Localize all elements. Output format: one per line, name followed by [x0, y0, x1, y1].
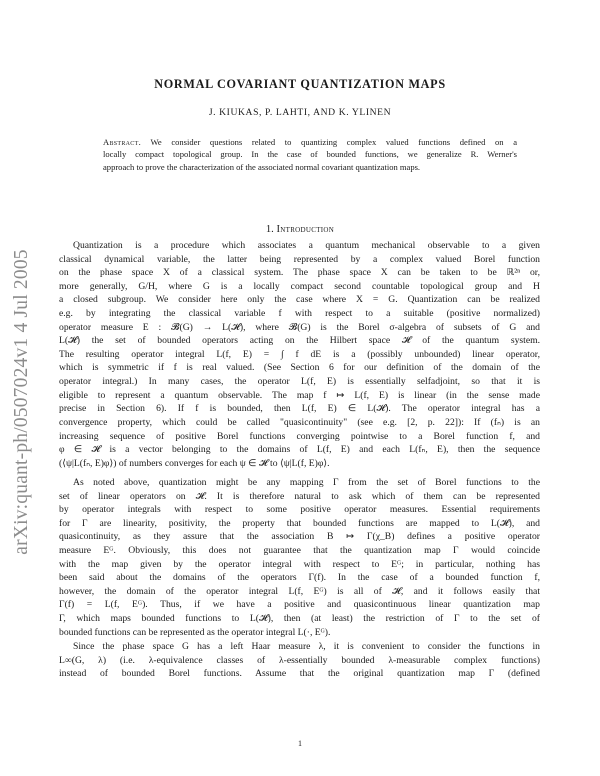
text-line: been said about the domains of the operators Γ(f). In the case of a bounded function f,	[59, 572, 540, 584]
text-line: however, the domain of the operator integral L(f, Eᴳ) is all of 𝓗, and it follows easily that	[59, 585, 540, 597]
text-line: for Γ are linearity, positivity, the property that bounded functions are mapped to L(𝓗), and	[59, 517, 540, 529]
paragraph-2	[59, 476, 540, 639]
text-line: φ ∈ 𝓗 is a vector belonging to the domains of L(f, E) and each L(fₙ, E), then the sequence	[59, 444, 540, 456]
text-line: more generally, G/H, where G is a locally compact second countable topological group and H	[59, 280, 540, 292]
paper-title: NORMAL COVARIANT QUANTIZATION MAPS	[154, 77, 446, 91]
text-line: increasing sequence of positive Borel functions converging pointwise to a Borel function f, and	[59, 430, 540, 442]
text-line: (⟨ψ|L(fₙ, E)φ⟩) of numbers converges for each ψ ∈ 𝓗 to ⟨ψ|L(f, E)φ⟩.	[59, 457, 330, 469]
page-number: 1	[298, 739, 302, 748]
text-line: Quantization is a procedure which associates a quantum mechanical observable to a given	[73, 240, 540, 251]
abstract	[103, 136, 517, 173]
text-line: Γ, which maps bounded functions to L(𝓗), then (at least) the restriction of Γ to the set of	[59, 613, 540, 625]
text-line: instead of bounded Borel functions. Assume that the original quantization map Γ (defined	[59, 668, 540, 680]
text-line: quasicontinuity, as they assure that the association B ↦ Γ(χ_B) defines a positive operator	[59, 531, 540, 543]
text-line: operator integral.) In many cases, the operator L(f, E) is essentially selfadjoint, so that it is	[59, 376, 540, 388]
text-line: Since the phase space G has a left Haar measure λ, it is convenient to consider the functions in	[73, 641, 540, 652]
text-line: The resulting operator integral L(f, E) = ∫ f dE is a (possibly unbounded) linear operator,	[59, 348, 540, 360]
text-line: by operator integrals with respect to some positive operator measures. Essential requirements	[59, 504, 540, 516]
text-line: Γ(f) = L(f, Eᴳ). Thus, if we have a positive and quasicontinuous linear quantization map	[59, 599, 540, 611]
arxiv-sidebar-stamp	[5, 192, 39, 612]
section-heading	[0, 224, 600, 235]
text-line: e.g. by integrating the classical variable f with respect to a suitable (positive normalized)	[59, 308, 540, 320]
text-line: L∞(G, λ) (i.e. λ-equivalence classes of λ-essentially bounded λ-measurable complex functions)	[59, 654, 540, 666]
abstract-text: We consider questions related to quantizing complex valued functions defined on a	[150, 137, 518, 147]
text-line: which is symmetric if f is real valued. (See Section 6 for our definition of the domain of the	[59, 362, 540, 374]
text-line: convergence property, which could be called "quasicontinuity" (see e.g. [2, p. 22]): If (fₙ) is an	[59, 416, 540, 428]
abstract-line	[103, 136, 517, 148]
arxiv-identifier: arXiv:quant-ph/0507024v1 4 Jul 2005	[11, 249, 32, 555]
section-number: 1.	[265, 224, 274, 235]
abstract-line: approach to prove the characterization of the associated normal covariant quantization maps.	[103, 161, 421, 172]
text-line: precise in Section 6). If f is bounded, then L(f, E) ∈ L(𝓗). The operator integral has a	[59, 403, 540, 415]
abstract-line: locally compact topological group. In the case of bounded functions, we generalize R. Werner's	[103, 149, 517, 160]
text-line: classical dynamical variable, the latter being represented by a complex valued Borel function	[59, 253, 540, 265]
section-title: Introduction	[276, 224, 335, 235]
abstract-heading: Abstract.	[103, 137, 142, 147]
text-line: on the phase space X of a classical system. The phase space X can be taken to be ℝ²ⁿ or,	[59, 267, 540, 279]
paragraph-1	[59, 239, 540, 470]
text-line: a closed subgroup. We consider here only the case where X = G. Quantization can be realized	[59, 294, 540, 306]
text-line: with the map given by the operator integral with respect to Eᴳ; in particular, nothing has	[59, 558, 540, 570]
text-line: L(𝓗) the set of bounded operators acting on the Hilbert space 𝓗 of the quantum system.	[59, 335, 540, 347]
text-line: operator measure E : 𝓑(G) → L(𝓗), where 𝓑(G) is the Borel σ-algebra of subsets of G and	[59, 321, 540, 333]
paper-authors: J. KIUKAS, P. LAHTI, AND K. YLINEN	[208, 107, 392, 118]
text-line: eligible to represent a quantum observable. The map f ↦ L(f, E) is linear (in the sense made	[59, 389, 540, 401]
text-line: As noted above, quantization might be any mapping Γ from the set of Borel functions to the	[73, 477, 540, 488]
text-line: measure Eᴳ. Obviously, this does not guarantee that the quantization map Γ would coincide	[59, 545, 540, 557]
text-line: bounded functions can be represented as the operator integral L(·, Eᴳ).	[59, 626, 331, 638]
text-line: set of linear operators on 𝓗. It is therefore natural to ask which of them can be represented	[59, 490, 540, 502]
paragraph-3	[59, 640, 540, 681]
